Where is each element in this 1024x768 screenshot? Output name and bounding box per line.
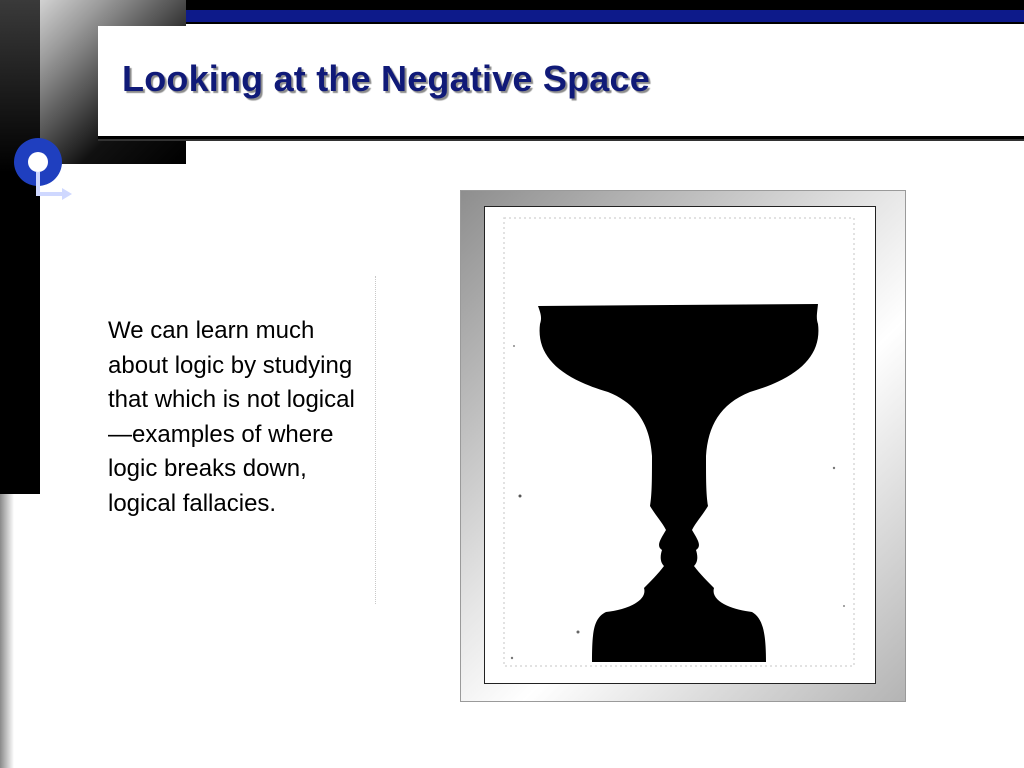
rubin-vase-image <box>484 206 876 684</box>
left-band-fade <box>0 494 14 768</box>
body-text: We can learn much about logic by studying that which is not logical—examples of where logic breaks down, logical fallacies. <box>108 317 355 517</box>
logo-icon <box>12 136 76 206</box>
left-decorative-band <box>0 0 40 494</box>
slide-title: Looking at the Negative Space <box>122 58 650 99</box>
top-blue-stripe <box>186 10 1024 22</box>
column-divider <box>375 276 376 604</box>
